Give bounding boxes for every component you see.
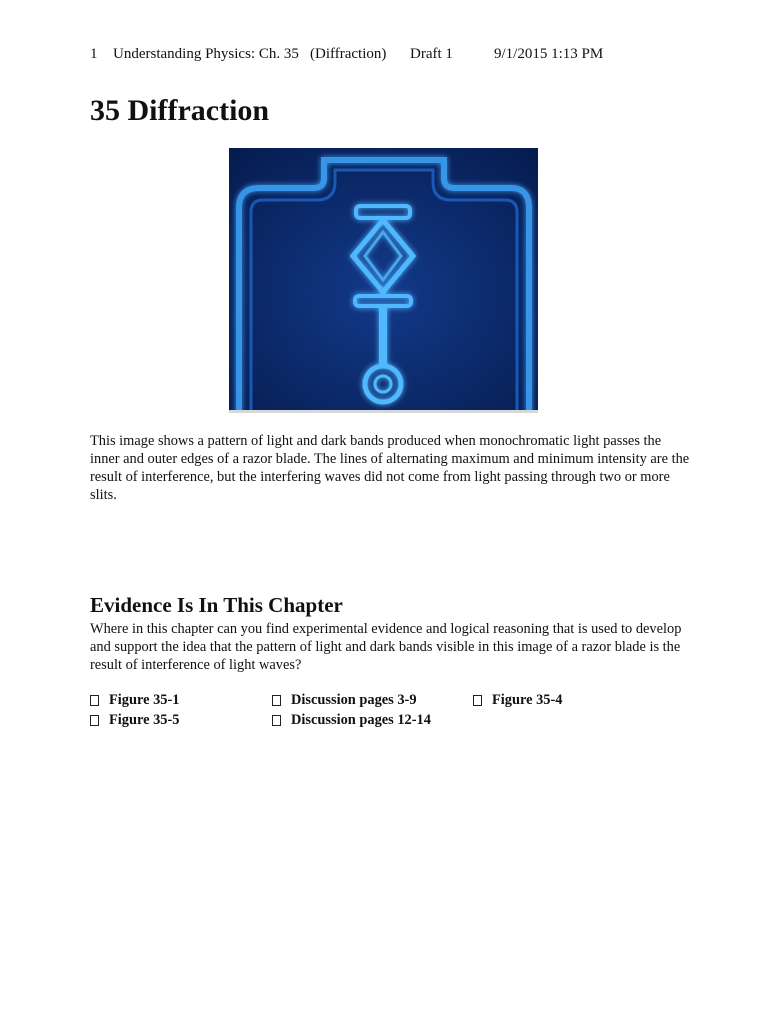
checkbox-icon[interactable]	[90, 715, 99, 726]
razor-blade-diffraction-icon	[229, 148, 538, 413]
evidence-option-figure-35-1[interactable]	[90, 692, 179, 709]
evidence-option-label: Discussion pages 12-14	[291, 712, 431, 728]
evidence-option-label: Figure 35-4	[492, 692, 563, 708]
header-book: Understanding Physics: Ch. 35	[113, 46, 299, 62]
header-timestamp: 9/1/2015 1:13 PM	[494, 46, 604, 62]
page-title: 35 Diffraction	[90, 94, 270, 127]
evidence-heading: Evidence Is In This Chapter	[90, 593, 343, 617]
checkbox-icon[interactable]	[473, 695, 482, 706]
checkbox-icon[interactable]	[272, 695, 281, 706]
checkbox-icon[interactable]	[272, 715, 281, 726]
diffraction-figure	[229, 148, 538, 413]
intro-paragraph: This image shows a pattern of light and dark bands produced when monochromatic light passes the inner and outer edges of a razor blade. The lines of alternating maximum and minimum intensity are the result of interference, but the interfering waves did not come from light passing through two or more slits.	[90, 433, 690, 503]
evidence-option-discussion-3-9[interactable]	[272, 692, 417, 709]
evidence-option-discussion-12-14[interactable]	[272, 712, 431, 729]
checkbox-icon[interactable]	[90, 695, 99, 706]
page-number: 1	[90, 46, 98, 62]
evidence-question: Where in this chapter can you find experimental evidence and logical reasoning that is used to develop and support the idea that the pattern of light and dark bands visible in this image of a razor blade is the result of interference of light waves?	[90, 621, 682, 673]
evidence-option-figure-35-4[interactable]	[473, 692, 562, 709]
evidence-option-figure-35-5[interactable]	[90, 712, 179, 729]
header-draft: Draft 1	[410, 46, 453, 62]
evidence-option-label: Figure 35-5	[109, 712, 180, 728]
header-topic: (Diffraction)	[310, 46, 387, 62]
evidence-option-label: Discussion pages 3-9	[291, 692, 417, 708]
evidence-option-label: Figure 35-1	[109, 692, 180, 708]
